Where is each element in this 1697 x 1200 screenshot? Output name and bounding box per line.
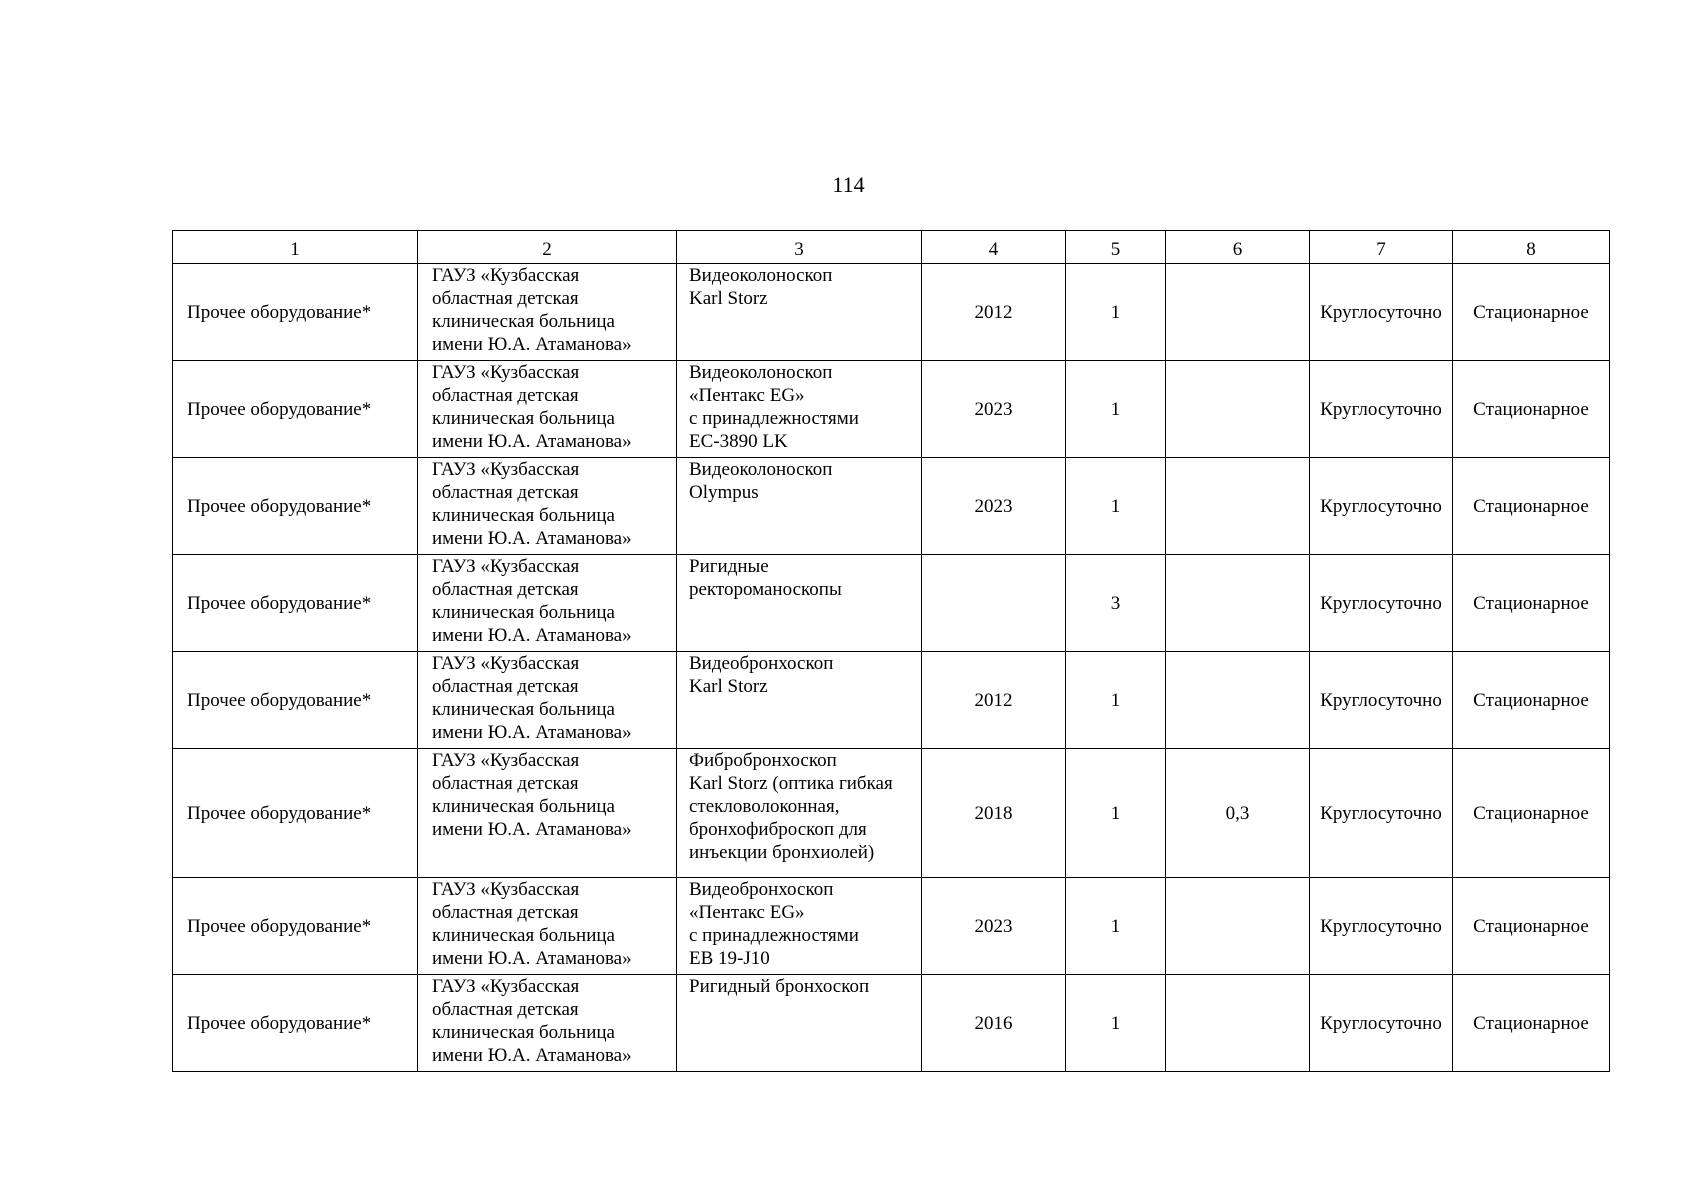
organization-cell: ГАУЗ «Кузбасская областная детская клиническая больница имени Ю.А. Атаманова» <box>418 749 677 878</box>
column-6-cell <box>1166 264 1310 361</box>
equipment-name-cell: Фибробронхоскоп Karl Storz (оптика гибкая стекловолоконная, бронхофиброскоп для инъекции бронхиолей) <box>677 749 922 878</box>
column-6-cell <box>1166 652 1310 749</box>
equipment-name-cell: Видеоколоноскоп «Пентакс EG» с принадлежностями EC-3890 LK <box>677 361 922 458</box>
equipment-kind-cell: Стационарное <box>1453 878 1610 975</box>
operating-mode-cell: Круглосуточно <box>1310 878 1453 975</box>
organization-cell: ГАУЗ «Кузбасская областная детская клиническая больница имени Ю.А. Атаманова» <box>418 555 677 652</box>
column-6-cell <box>1166 361 1310 458</box>
equipment-kind-cell: Стационарное <box>1453 458 1610 555</box>
equipment-name-cell: Ригидный бронхоскоп <box>677 975 922 1072</box>
equipment-kind-cell: Стационарное <box>1453 264 1610 361</box>
year-cell: 2023 <box>922 878 1066 975</box>
column-6-cell <box>1166 555 1310 652</box>
column-header: 6 <box>1166 231 1310 264</box>
operating-mode-cell: Круглосуточно <box>1310 652 1453 749</box>
page-number: 114 <box>832 172 865 197</box>
operating-mode-cell: Круглосуточно <box>1310 361 1453 458</box>
quantity-cell: 1 <box>1066 458 1166 555</box>
column-6-cell <box>1166 458 1310 555</box>
column-header: 5 <box>1066 231 1166 264</box>
equipment-type-cell: Прочее оборудование* <box>173 361 418 458</box>
equipment-type-cell: Прочее оборудование* <box>173 975 418 1072</box>
equipment-type-cell: Прочее оборудование* <box>173 878 418 975</box>
equipment-name-cell: Видеоколоноскоп Olympus <box>677 458 922 555</box>
operating-mode-cell: Круглосуточно <box>1310 555 1453 652</box>
table-row <box>173 975 1610 1072</box>
operating-mode-cell: Круглосуточно <box>1310 458 1453 555</box>
equipment-name-cell: Видеоколоноскоп Karl Storz <box>677 264 922 361</box>
equipment-type-cell: Прочее оборудование* <box>173 555 418 652</box>
table-row <box>173 361 1610 458</box>
column-6-cell <box>1166 878 1310 975</box>
year-cell <box>922 555 1066 652</box>
table-row <box>173 749 1610 878</box>
year-cell: 2012 <box>922 652 1066 749</box>
quantity-cell: 1 <box>1066 652 1166 749</box>
organization-cell: ГАУЗ «Кузбасская областная детская клиническая больница имени Ю.А. Атаманова» <box>418 361 677 458</box>
column-header: 3 <box>677 231 922 264</box>
table-row <box>173 264 1610 361</box>
equipment-type-cell: Прочее оборудование* <box>173 652 418 749</box>
table-row <box>173 555 1610 652</box>
equipment-type-cell: Прочее оборудование* <box>173 749 418 878</box>
equipment-name-cell: Видеобронхоскоп Karl Storz <box>677 652 922 749</box>
column-6-cell <box>1166 975 1310 1072</box>
operating-mode-cell: Круглосуточно <box>1310 264 1453 361</box>
organization-cell: ГАУЗ «Кузбасская областная детская клиническая больница имени Ю.А. Атаманова» <box>418 652 677 749</box>
quantity-cell: 1 <box>1066 264 1166 361</box>
quantity-cell: 1 <box>1066 749 1166 878</box>
equipment-kind-cell: Стационарное <box>1453 555 1610 652</box>
quantity-cell: 1 <box>1066 975 1166 1072</box>
header-row <box>173 231 1610 264</box>
column-header: 4 <box>922 231 1066 264</box>
year-cell: 2018 <box>922 749 1066 878</box>
equipment-type-cell: Прочее оборудование* <box>173 458 418 555</box>
equipment-kind-cell: Стационарное <box>1453 975 1610 1072</box>
quantity-cell: 1 <box>1066 878 1166 975</box>
year-cell: 2016 <box>922 975 1066 1072</box>
column-header: 1 <box>173 231 418 264</box>
year-cell: 2023 <box>922 361 1066 458</box>
equipment-kind-cell: Стационарное <box>1453 749 1610 878</box>
column-header: 2 <box>418 231 677 264</box>
table-row <box>173 458 1610 555</box>
year-cell: 2023 <box>922 458 1066 555</box>
quantity-cell: 3 <box>1066 555 1166 652</box>
table-row <box>173 878 1610 975</box>
quantity-cell: 1 <box>1066 361 1166 458</box>
table-row <box>173 652 1610 749</box>
operating-mode-cell: Круглосуточно <box>1310 975 1453 1072</box>
organization-cell: ГАУЗ «Кузбасская областная детская клиническая больница имени Ю.А. Атаманова» <box>418 975 677 1072</box>
column-header: 8 <box>1453 231 1610 264</box>
organization-cell: ГАУЗ «Кузбасская областная детская клиническая больница имени Ю.А. Атаманова» <box>418 264 677 361</box>
year-cell: 2012 <box>922 264 1066 361</box>
equipment-name-cell: Видеобронхоскоп «Пентакс EG» с принадлежностями EB 19-J10 <box>677 878 922 975</box>
operating-mode-cell: Круглосуточно <box>1310 749 1453 878</box>
equipment-kind-cell: Стационарное <box>1453 361 1610 458</box>
column-6-cell: 0,3 <box>1166 749 1310 878</box>
equipment-name-cell: Ригидные ректороманоскопы <box>677 555 922 652</box>
column-header: 7 <box>1310 231 1453 264</box>
equipment-table <box>172 230 1610 1072</box>
equipment-kind-cell: Стационарное <box>1453 652 1610 749</box>
organization-cell: ГАУЗ «Кузбасская областная детская клиническая больница имени Ю.А. Атаманова» <box>418 878 677 975</box>
organization-cell: ГАУЗ «Кузбасская областная детская клиническая больница имени Ю.А. Атаманова» <box>418 458 677 555</box>
equipment-type-cell: Прочее оборудование* <box>173 264 418 361</box>
